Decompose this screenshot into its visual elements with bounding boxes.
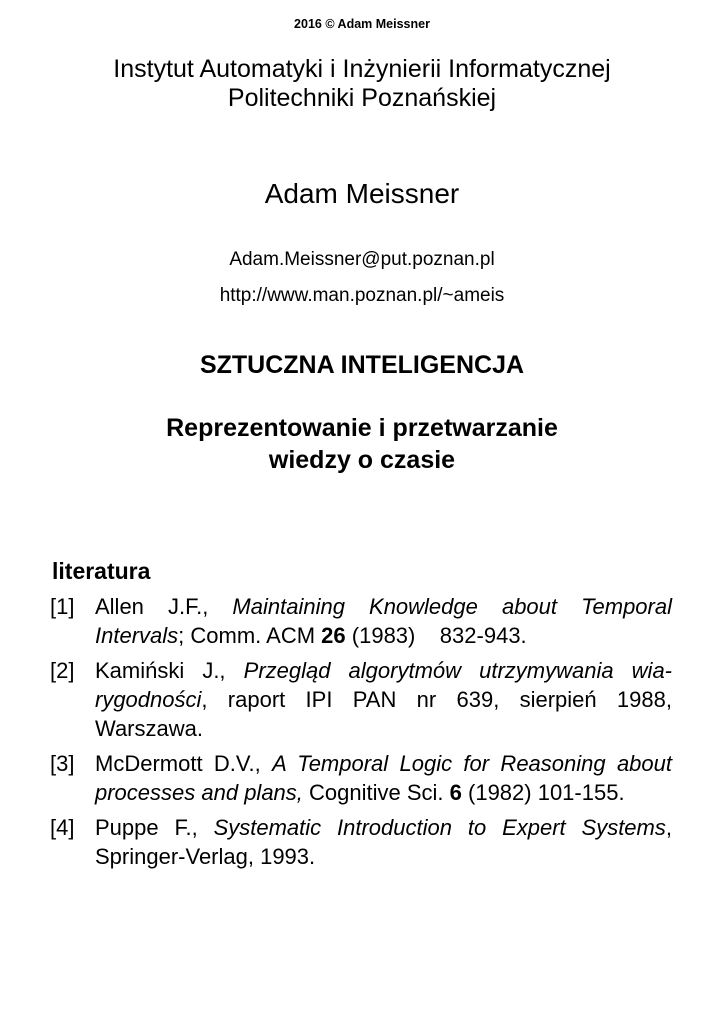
author-email: Adam.Meissner@put.poznan.pl — [229, 249, 495, 270]
institute-name — [0, 55, 724, 113]
author-url: http://www.man.poznan.pl/~ameis — [219, 285, 505, 306]
reference-author: Kamiński J., — [95, 658, 244, 683]
reference-title: A Temporal Logic for Reasoning about processes and plans, — [95, 751, 672, 805]
reference-source: , Springer-Verlag, 1993. — [95, 815, 672, 869]
reference-source: ; Comm. ACM — [178, 623, 322, 648]
reference-item — [50, 592, 672, 650]
reference-text — [95, 592, 672, 650]
reference-text — [95, 749, 672, 807]
reference-volume: 26 — [321, 623, 346, 648]
institute-line-1: Instytut Automatyki i Inżynierii Informatycznej — [113, 55, 611, 83]
reference-author: Allen J.F., — [95, 594, 233, 619]
institute-line-2: Politechniki Poznańskiej — [227, 84, 497, 112]
author-name: Adam Meissner — [264, 178, 460, 209]
subtitle-line-2: wiedzy o czasie — [268, 446, 456, 474]
copyright-notice: 2016 © Adam Meissner — [294, 17, 430, 31]
reference-source: , raport IPI PAN nr 639, sierpień 1988, Warszawa. — [95, 687, 672, 741]
reference-title: Systematic Introduction to Expert Systems — [213, 815, 666, 840]
reference-text — [95, 656, 672, 743]
reference-number: [3] — [50, 751, 75, 776]
reference-author: Puppe F., — [95, 815, 214, 840]
reference-pages: (1982) 101-155. — [461, 780, 625, 805]
reference-volume: 6 — [449, 780, 462, 805]
document-subtitle — [0, 412, 724, 476]
reference-title: Maintaining Knowledge about Temporal Intervals — [95, 594, 672, 648]
literature-heading: literatura — [52, 558, 151, 584]
reference-pages: (1983) 832-943. — [345, 623, 527, 648]
reference-number: [4] — [50, 815, 75, 840]
reference-text — [95, 813, 672, 871]
reference-author: McDermott D.V., — [95, 751, 273, 776]
reference-list — [50, 592, 672, 877]
reference-number: [2] — [50, 658, 75, 683]
subtitle-line-1: Reprezentowanie i przetwarzanie — [166, 414, 558, 442]
reference-source: Cognitive Sci. — [302, 780, 450, 805]
reference-item — [50, 656, 672, 743]
document-title: SZTUCZNA INTELIGENCJA — [199, 351, 525, 379]
reference-item — [50, 749, 672, 807]
reference-title: Przegląd algorytmów utrzymywania wia-rygodności — [95, 658, 673, 712]
reference-item — [50, 813, 672, 871]
reference-number: [1] — [50, 594, 75, 619]
